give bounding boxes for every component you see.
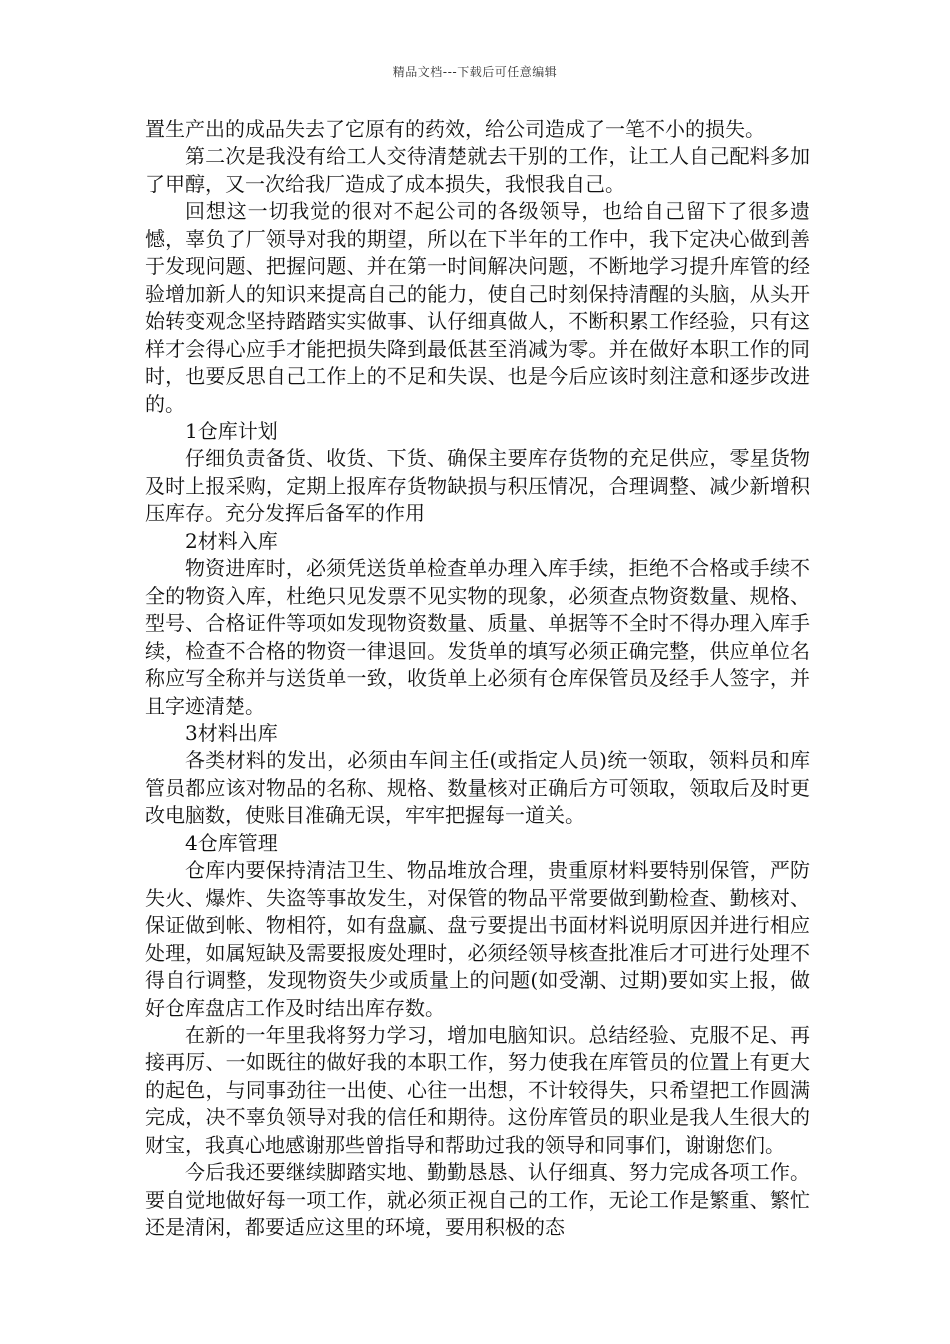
paragraph-2: 第二次是我没有给工人交待清楚就去干别的工作，让工人自己配料多加了甲醇，又一次给我厂造成了成本损失，我恨我自己。	[145, 144, 810, 196]
paragraph-9: 今后我还要继续脚踏实地、勤勤恳恳、认仔细真、努力完成各项工作。要自觉地做好每一项工作，就必须正视自己的工作，无论工作是繁重、繁忙还是清闲，都要适应这里的环境，要用积极的态	[145, 1160, 810, 1240]
paragraph-3: 回想这一切我觉的很对不起公司的各级领导，也给自己留下了很多遗憾，辜负了厂领导对我的期望，所以在下半年的工作中，我下定决心做到善于发现问题、把握问题、并在第一时间解决问题，不断地学习提升库管的经验增加新人的知识来提高自己的能力，使自己时刻保持清醒的头脑，从头开始转变观念坚持踏踏实实做事、认仔细真做人，不断积累工作经验，只有这样才会得心应手才能把损失降到最低甚至消减为零。并在做好本职工作的同时，也要反思自己工作上的不足和失误、也是今后应该时刻注意和逐步改进的。	[145, 199, 810, 416]
paragraph-1: 置生产出的成品失去了它原有的药效，给公司造成了一笔不小的损失。	[145, 117, 765, 141]
section-heading-warehouse-plan: 1仓库计划	[185, 418, 278, 443]
paragraph-4: 仔细负责备货、收货、下货、确保主要库存货物的充足供应，零星货物及时上报采购，定期上报库存货物缺损与积压情况，合理调整、减少新增积压库存。充分发挥后备军的作用	[145, 446, 810, 526]
page-header: 精品文档---下载后可任意编辑	[392, 65, 558, 79]
paragraph-8: 在新的一年里我将努力学习，增加电脑知识。总结经验、克服不足、再接再厉、一如既往的做好我的本职工作，努力使我在库管员的位置上有更大的起色，与同事劲往一出使、心往一出想，不计较得失，只希望把工作圆满完成，决不辜负领导对我的信任和期待。这份库管员的职业是我人生很大的财宝，我真心地感谢那些曾指导和帮助过我的领导和同事们，谢谢您们。	[145, 1022, 810, 1157]
document-body	[145, 116, 810, 1242]
section-heading-material-outbound: 3材料出库	[185, 720, 278, 745]
section-heading-warehouse-management: 4仓库管理	[185, 830, 278, 855]
paragraph-6: 各类材料的发出，必须由车间主任(或指定人员)统一领取，领料员和库管员都应该对物品的名称、规格、数量核对正确后方可领取，领取后及时更改电脑数，使账目准确无误，牢牢把握每一道关。	[145, 748, 810, 828]
paragraph-5: 物资进库时，必须凭送货单检查单办理入库手续，拒绝不合格或手续不全的物资入库，杜绝只见发票不见实物的现象，必须查点物资数量、规格、型号、合格证件等项如发现物资数量、质量、单据等不全时不得办理入库手续，检查不合格的物资一律退回。发货单的填写必须正确完整，供应单位名称应写全称并与送货单一致，收货单上必须有仓库保管员及经手人签字，并且字迹清楚。	[145, 556, 810, 718]
paragraph-7: 仓库内要保持清洁卫生、物品堆放合理，贵重原材料要特别保管，严防失火、爆炸、失盗等事故发生，对保管的物品平常要做到勤检查、勤核对、保证做到帐、物相符，如有盘赢、盘亏要提出书面材料说明原因并进行相应处理，如属短缺及需要报废处理时，必须经领导核查批准后才可进行处理不得自行调整，发现物资失少或质量上的问题(如受潮、过期)要如实上报，做好仓库盘店工作及时结出库存数。	[145, 858, 810, 1020]
section-heading-material-inbound: 2材料入库	[185, 528, 278, 553]
